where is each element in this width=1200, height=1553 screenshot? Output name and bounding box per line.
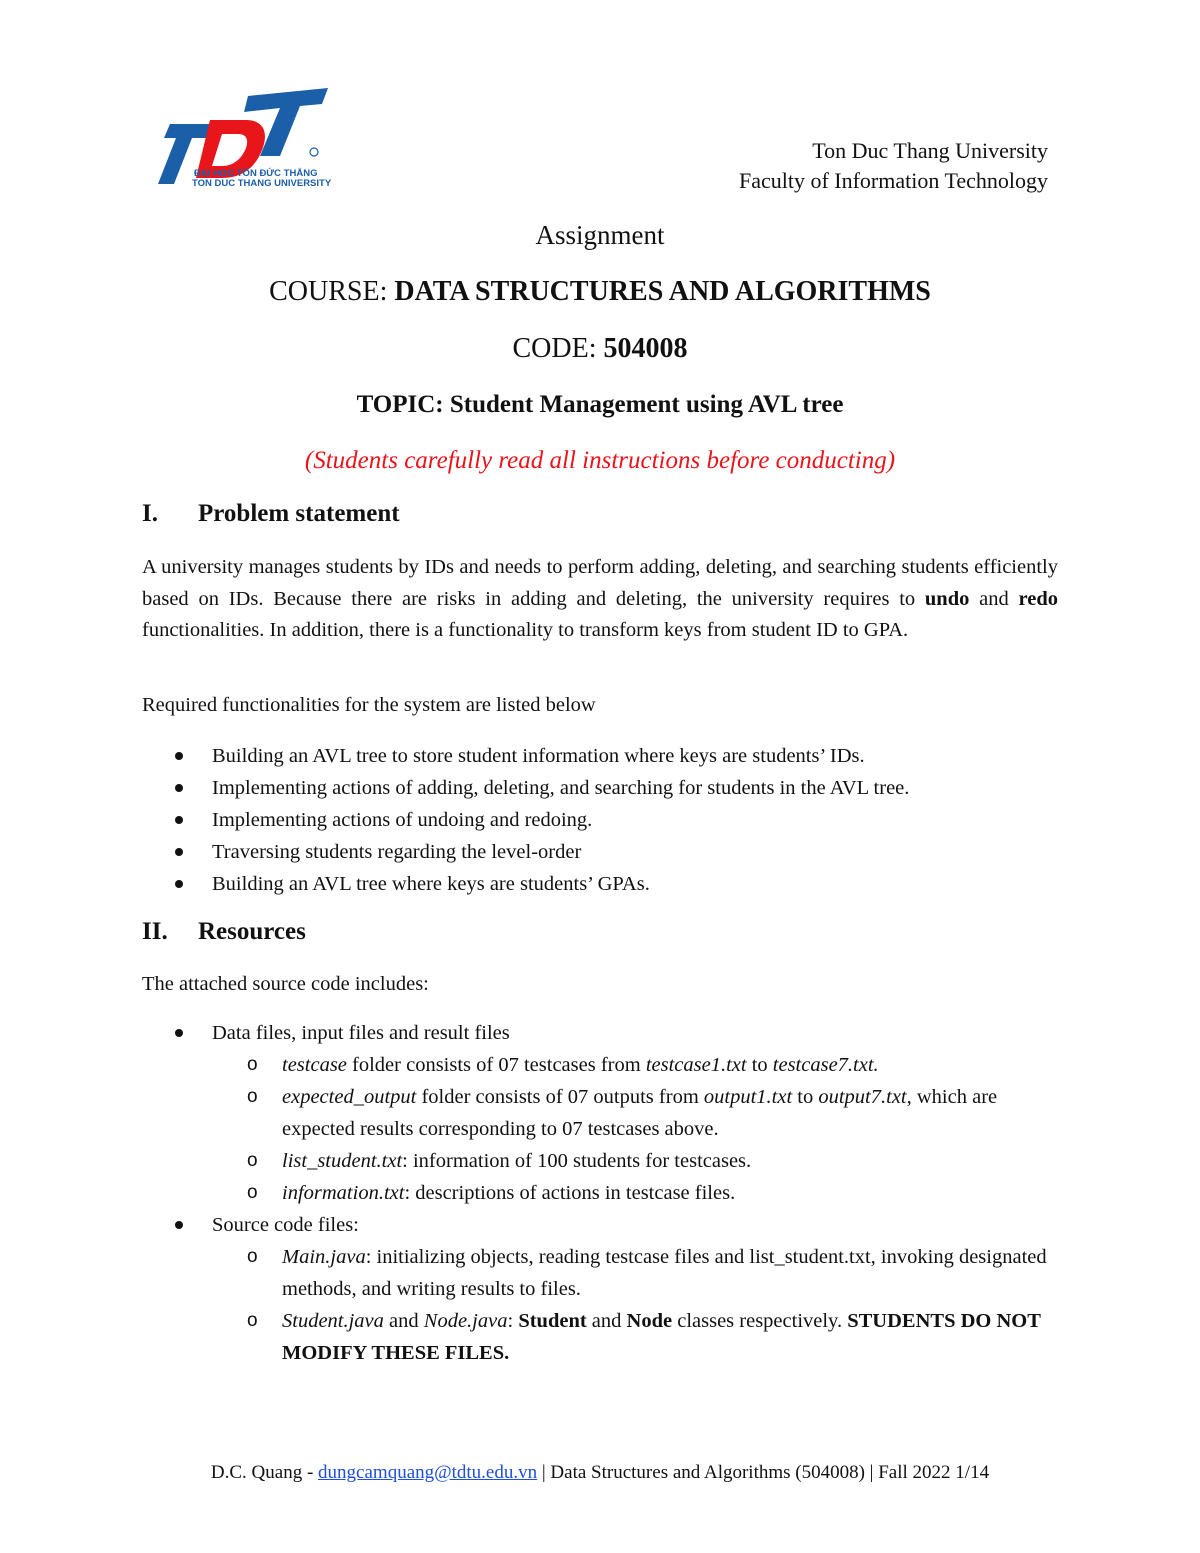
resources-list <box>142 1017 1062 1369</box>
page-footer: D.C. Quang - dungcamquang@tdtu.edu.vn | Data Structures and Algorithms (504008) | Fall 2022 1/14 <box>210 1462 990 1483</box>
section-title: Problem statement <box>198 500 400 527</box>
sublist-item: o information.txt: descriptions of actions in testcase files. <box>212 1177 1062 1209</box>
bullet-icon <box>175 880 183 888</box>
sublist-item: o Main.java: initializing objects, reading testcase files and list_student.txt, invoking designated methods, and writing results to files. <box>212 1241 1062 1305</box>
list-item: Implementing actions of adding, deleting, and searching for students in the AVL tree. <box>142 772 1062 804</box>
list-item: Source code files: o Main.java: initializing objects, reading testcase files and list_student.txt, invoking designated methods, and writing results to files. o Student.java and Node.java: Student and Node classes respectively. STUDENTS DO NOT MODIFY THESE FILES. <box>142 1209 1062 1369</box>
section-number: I. <box>142 500 158 527</box>
bullet-icon <box>175 1029 183 1037</box>
section-heading-resources <box>142 918 306 946</box>
faculty-name: Faculty of Information Technology <box>738 168 1048 193</box>
logo-subtitle-en: TON DUC THANG UNIVERSITY <box>192 178 332 189</box>
instruction-note: (Students carefully read all instructions before conducting) <box>304 447 896 474</box>
section-number: II. <box>142 918 168 945</box>
list-item: Data files, input files and result files o testcase folder consists of 07 testcases from testcase1.txt to testcase7.txt. o expected_output folder consists of 07 outputs from output1.txt to output7.txt, which are expected results corresponding to 07 testcases above. o list_student.txt: information of 100 students for testcases. o information.txt: descriptions of actions in testcase files. <box>142 1017 1062 1209</box>
logo-subtitle-vi: ĐẠI HỌC TÔN ĐỨC THẮNG <box>194 168 318 179</box>
course-code-value: 504008 <box>603 333 688 364</box>
circle-bullet-icon: o <box>247 1246 258 1267</box>
section-heading-problem <box>142 500 400 528</box>
requirements-intro: Required functionalities for the system are listed below <box>142 694 596 716</box>
header-institution <box>739 136 1048 196</box>
circle-bullet-icon: o <box>247 1150 258 1171</box>
circle-bullet-icon: o <box>247 1054 258 1075</box>
problem-paragraph: A university manages students by IDs and needs to perform adding, deleting, and searching students efficiently based on IDs. Because there are risks in adding and deleting, the university requires to undo and redo functionalities. In addition, there is a functionality to transform keys from student ID to GPA. <box>142 556 1058 641</box>
bullet-icon <box>175 848 183 856</box>
sublist-item: o list_student.txt: information of 100 students for testcases. <box>212 1145 1062 1177</box>
list-item: Building an AVL tree where keys are students’ GPAs. <box>142 868 1062 900</box>
circle-bullet-icon: o <box>247 1182 258 1203</box>
course-title: COURSE: DATA STRUCTURES AND ALGORITHMS <box>269 276 931 307</box>
list-item: Building an AVL tree to store student information where keys are students’ IDs. <box>142 740 1062 772</box>
sublist-item: o expected_output folder consists of 07 outputs from output1.txt to output7.txt, which are expected results corresponding to 07 testcases above. <box>212 1081 1062 1145</box>
bullet-icon <box>175 752 183 760</box>
bullet-icon <box>175 816 183 824</box>
bullet-icon <box>175 784 183 792</box>
course-code: CODE: 504008 <box>512 333 688 364</box>
sublist-item: o testcase folder consists of 07 testcases from testcase1.txt to testcase7.txt. <box>212 1049 1062 1081</box>
do-not-modify-warning: STUDENTS DO NOT MODIFY THESE FILES. <box>282 1310 1041 1364</box>
doc-type: Assignment <box>535 220 665 250</box>
list-item: Traversing students regarding the level-order <box>142 836 1062 868</box>
topic-title: TOPIC: Student Management using AVL tree <box>356 391 844 418</box>
author-email-link[interactable]: dungcamquang@tdtu.edu.vn <box>318 1462 538 1483</box>
course-name: DATA STRUCTURES AND ALGORITHMS <box>394 276 931 307</box>
data-files-sublist <box>212 1049 1062 1209</box>
university-name: Ton Duc Thang University <box>812 138 1048 163</box>
circle-bullet-icon: o <box>247 1086 258 1107</box>
section-title: Resources <box>198 918 306 945</box>
requirements-list <box>142 740 1062 900</box>
resources-intro: The attached source code includes: <box>142 973 429 995</box>
source-files-sublist <box>212 1241 1062 1369</box>
sublist-item: o Student.java and Node.java: Student and Node classes respectively. STUDENTS DO NOT MODIFY THESE FILES. <box>212 1305 1062 1369</box>
bullet-icon <box>175 1221 183 1229</box>
list-item: Implementing actions of undoing and redoing. <box>142 804 1062 836</box>
circle-bullet-icon: o <box>247 1310 258 1331</box>
university-logo <box>150 86 332 192</box>
